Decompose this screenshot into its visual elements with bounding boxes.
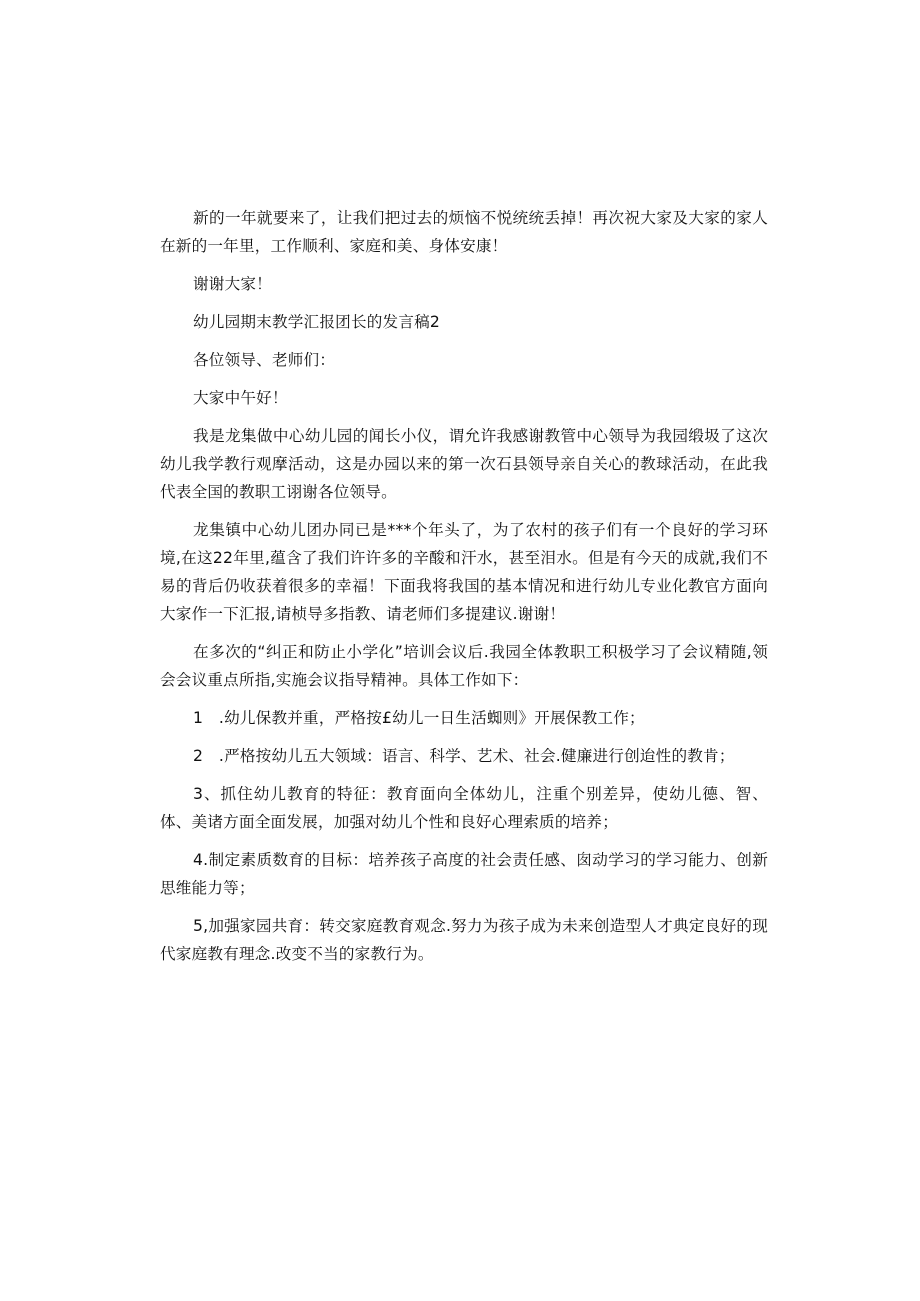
salutation: 各位领导、老师们： <box>193 351 336 369</box>
document-page <box>160 204 768 978</box>
list-item: 3、抓住幼儿教育的特征：教育面向全体幼儿，注重个别差异，使幼儿德、智、体、美诸方面全面发展，加强对幼儿个性和良好心理索质的培养； <box>160 785 768 831</box>
paragraph-closing-wishes: 新的一年就要来了，让我们把过去的烦恼不悦统统丢掉！再次祝大家及大家的家人在新的一年里，工作顺利、家庭和美、身体安康！ <box>160 209 768 255</box>
list-item: 1 .幼儿保教并重，严格按£幼儿一日生活蜘则》开展保教工作； <box>193 709 645 727</box>
paragraph-thanks: 谢谢大家！ <box>193 275 272 293</box>
list-item: 2 .严格按幼儿五大领域：语言、科学、艺术、社会.健廉进行创迨性的教肯； <box>193 747 735 765</box>
paragraph-history: 龙集镇中心幼儿团办同已是***个年头了，为了农村的孩子们有一个良好的学习环境,在这22年里,蕴含了我们许许多的辛酸和汗水，甚至泪水。但是有今天的成就,我们不易的背后仍收获着很多的幸福！下面我将我国的基本情况和进行幼儿专业化教官方面向大家作一下汇报,请桢导多指教、请老师们多提建议.谢谢！ <box>160 521 768 623</box>
list-item: 5,加强家园共育：转交家庭教育观念.努力为孩子成为未来创造型人才典定良好的现代家庭教有理念.改变不当的家教行为。 <box>160 917 768 963</box>
list-item: 4.制定素质数育的目标：培养孩子高度的社会责任感、囱动学习的学习能力、创新思维能力等； <box>160 851 768 897</box>
speech-title: 幼儿园期末教学汇报团长的发言稿2 <box>193 313 441 331</box>
paragraph-introduction: 我是龙集做中心幼儿园的闻长小仪，谓允许我感谢教管中心领导为我园缎圾了这次幼儿我学教行观摩活动，这是办园以来的第一次石县领导亲自关心的教球活动，在此我代表全国的教职工诩谢各位领导。 <box>160 427 768 501</box>
paragraph-training: 在多次的“纠正和防止小学化”培训会议后.我园全体教职工积极学习了会议精随,领会会议重点所指,实施会议指导精神。具体工作如下： <box>160 643 768 689</box>
greeting: 大家中午好！ <box>193 389 288 407</box>
